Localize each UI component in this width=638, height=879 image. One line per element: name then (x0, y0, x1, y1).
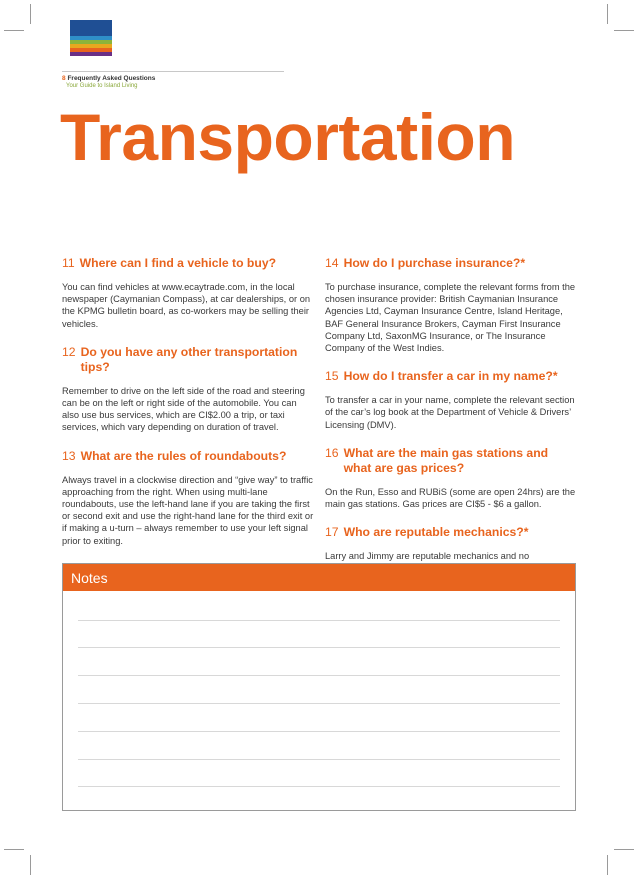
faq-question-text: What are the rules of roundabouts? (80, 448, 287, 463)
faq-answer: To transfer a car in your name, complete the relevant section of the car’s log book at the Department of Vehicle & Drivers’ Licensing (DMV). (325, 395, 575, 430)
faq-question-text: What are the main gas stations and what are gas prices? (343, 445, 549, 475)
faq-number: 12 (62, 344, 76, 359)
crop-mark (30, 4, 31, 24)
faq-question (325, 256, 577, 271)
faq-item (325, 369, 577, 431)
faq-answer: You can find vehicles at www.ecaytrade.com, in the local newspaper (Caymanian Compass), at car dealerships, or on the KPMG bulletin board, as co-workers may be selling their vehicles. (62, 282, 311, 329)
faq-item (325, 446, 577, 510)
faq-answer: To purchase insurance, complete the relevant forms from the chosen insurance provider: British Caymanian Insurance Agencies Ltd, Cayman Insurance Centre, Island Heritage, BAF General Insurance Brokers, Cayman First Insurance Company Ltd, SaxonMG Insurance, or The Insurance Company of the West Indies. (325, 282, 576, 354)
header-rule (62, 71, 284, 72)
faq-number: 17 (325, 525, 339, 540)
faq-number: 13 (62, 448, 76, 463)
crop-mark (607, 855, 608, 875)
faq-question (325, 369, 577, 384)
faq-question-text: How do I purchase insurance?* (343, 256, 526, 270)
logo-bar (70, 52, 112, 56)
faq-number: 16 (325, 445, 339, 460)
faq-question-text: Who are reputable mechanics?* (343, 525, 529, 540)
faq-answer: On the Run, Esso and RUBiS (some are open 24hrs) are the main gas stations. Gas prices are CI$5 - $6 a gallon. (325, 486, 576, 510)
faq-question (62, 449, 314, 464)
faq-column-left (62, 256, 314, 562)
brand-logo (70, 20, 112, 56)
notes-line[interactable] (78, 703, 560, 704)
notes-label: Notes (63, 564, 575, 591)
crop-mark (4, 30, 24, 31)
crop-mark (4, 849, 24, 850)
faq-item (325, 256, 577, 354)
faq-item (62, 345, 314, 434)
faq-question (62, 345, 314, 375)
section-title: Frequently Asked Questions (67, 75, 156, 82)
section-subtitle: Your Guide to Island Living (66, 83, 138, 89)
faq-item (62, 256, 314, 330)
faq-answer: Always travel in a clockwise direction and “give way” to traffic approaching from the right. When using multi-lane roundabouts, use the left-hand lane if you are taking the first or second exit and use the right-hand lane for the third exit or if making a u-turn – always remember to use your left signal prior to exiting. (62, 474, 314, 546)
notes-line[interactable] (78, 786, 560, 787)
faq-question-text: How do I transfer a car in my name?* (343, 369, 558, 384)
faq-number: 14 (325, 256, 339, 270)
notes-line[interactable] (78, 620, 560, 621)
crop-mark (614, 30, 634, 31)
notes-box (62, 563, 576, 811)
crop-mark (30, 855, 31, 875)
faq-answer: Larry and Jimmy are reputable mechanics and no (325, 551, 530, 562)
faq-question (325, 525, 577, 540)
faq-column-right (325, 256, 577, 590)
faq-item (62, 449, 314, 547)
faq-answer: Remember to drive on the left side of the road and steering can be on the left or right side of the automobile. You can also use bus services, which are CI$2.00 a trip, or taxi services, which vary depending on duration of travel. (62, 385, 305, 433)
logo-bar (70, 20, 112, 36)
crop-mark (607, 4, 608, 24)
notes-line[interactable] (78, 759, 560, 760)
notes-line[interactable] (78, 675, 560, 676)
page-title: Transportation (60, 100, 516, 174)
notes-line[interactable] (78, 647, 560, 648)
section-number: 8 (62, 75, 66, 82)
faq-question-text: Do you have any other transportation tips? (80, 344, 298, 374)
notes-line[interactable] (78, 731, 560, 732)
section-header (62, 75, 155, 82)
faq-number: 15 (325, 369, 339, 384)
faq-question (62, 256, 314, 271)
crop-mark (614, 849, 634, 850)
faq-question-text: Where can I find a vehicle to buy? (79, 256, 277, 270)
faq-number: 11 (62, 256, 75, 270)
faq-question (325, 446, 577, 476)
